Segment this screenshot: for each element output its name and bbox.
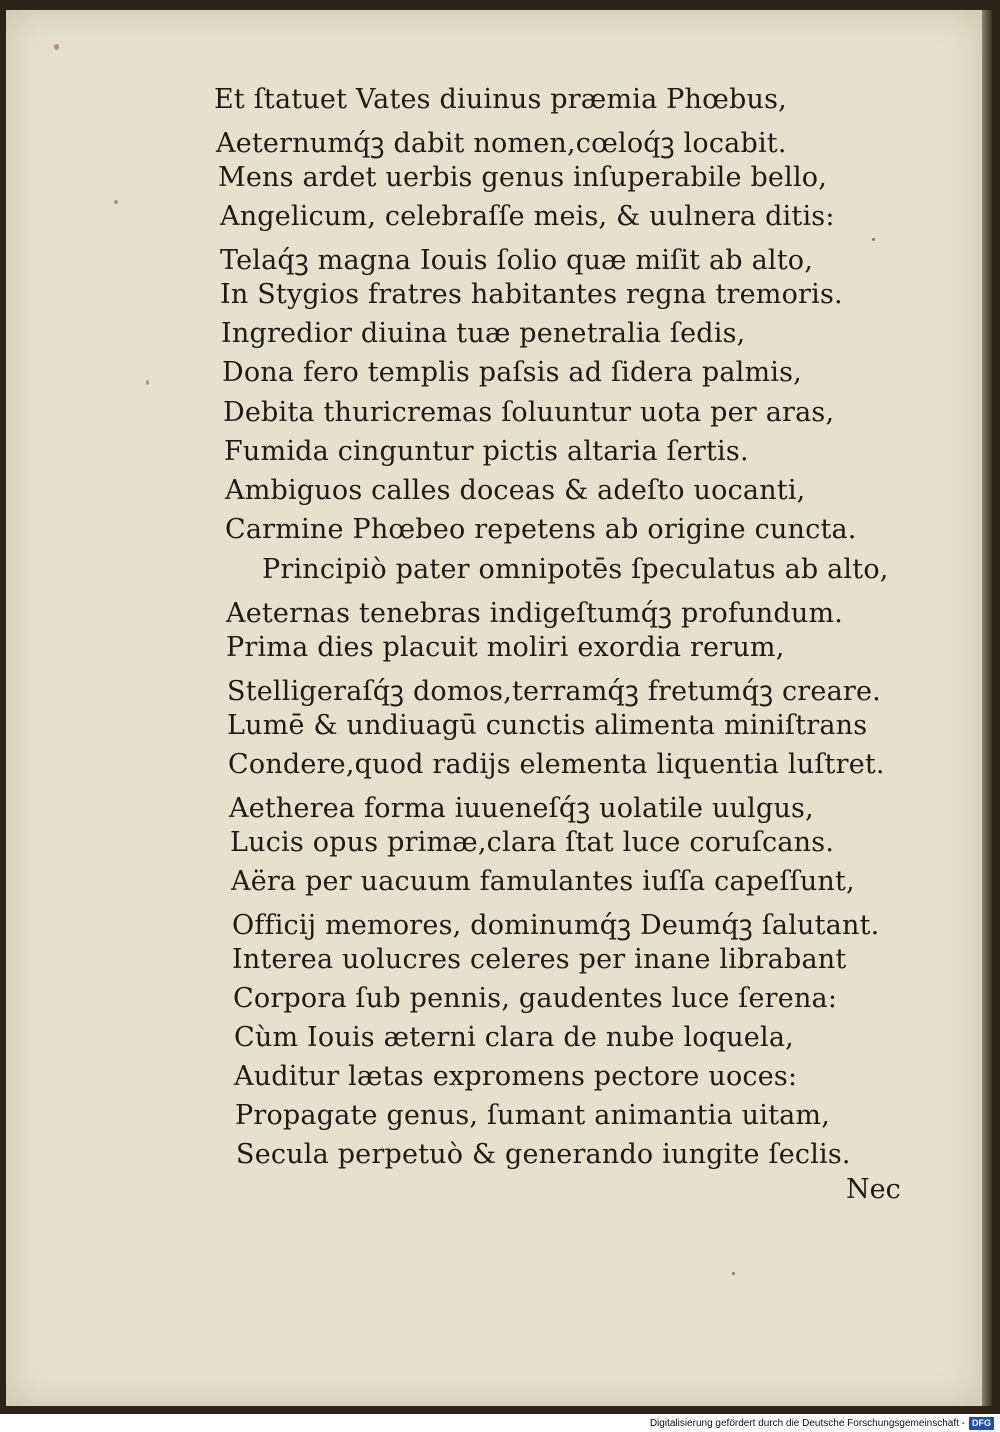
verse-line: Condere,quod radijs elementa liquentia luſtret. (228, 749, 885, 780)
verse-text (6, 10, 982, 1406)
verse-line: Mens ardet uerbis genus inſuperabile bello, (218, 162, 828, 193)
verse-line: Aeternumq́ꝫ dabit nomen,cœloq́ꝫ locabit. (216, 128, 787, 159)
verse-line: Interea uolucres celeres per inane librabant (232, 944, 847, 975)
verse-line: Stelligeraſq́ꝫ domos,terramq́ꝫ fretumq́ꝫ creare. (227, 676, 881, 707)
verse-line: Lucis opus primæ,clara ſtat luce coruſcans. (230, 827, 835, 858)
verse-line: Principiò pater omnipotēs ſpeculatus ab alto, (262, 554, 889, 585)
verse-line: Dona fero templis paſsis ad ſidera palmis, (222, 357, 802, 388)
credit-text: Digitalisierung gefördert durch die Deutsche Forschungsgemeinschaft - (649, 1417, 965, 1429)
verse-line: Lumē & undiuagū cunctis alimenta miniſtrans (227, 710, 868, 741)
verse-line: Fumida cinguntur pictis altaria ſertis. (224, 436, 749, 467)
verse-line: Carmine Phœbeo repetens ab origine cuncta. (225, 514, 857, 545)
verse-line: Prima dies placuit moliri exordia rerum, (226, 632, 785, 663)
book-page (6, 10, 982, 1406)
paper-stain (732, 1272, 735, 1275)
paper-stain (114, 200, 118, 204)
verse-line: Aetherea forma iuueneſq́ꝫ uolatile uulgus, (229, 793, 814, 824)
verse-line: Secula perpetuò & generando iungite ſeclis. (236, 1139, 851, 1170)
verse-line: Cùm Iouis æterni clara de nube loquela, (234, 1022, 794, 1053)
digitization-credit (650, 1416, 994, 1430)
verse-line: In Stygios fratres habitantes regna tremoris. (220, 279, 843, 310)
verse-line: Propagate genus, ſumant animantia uitam, (235, 1100, 830, 1131)
verse-line: Aeternas tenebras indigeſtumq́ꝫ profundum. (226, 598, 844, 629)
verse-line: Corpora ſub pennis, gaudentes luce ſerena: (233, 983, 838, 1014)
page-edge (982, 10, 992, 1406)
verse-line: Angelicum, celebraſſe meis, & uulnera ditis: (220, 201, 835, 232)
paper-stain (872, 238, 875, 241)
paper-stain (54, 44, 59, 50)
verse-line: Telaq́ꝫ magna Iouis ſolio quæ miſit ab alto, (220, 245, 813, 276)
paper-stain (146, 380, 149, 385)
verse-line: Officij memores, dominumq́ꝫ Deumq́ꝫ ſalutant. (232, 910, 880, 941)
verse-line: Auditur lætas expromens pectore uoces: (234, 1061, 798, 1092)
verse-line: Aëra per uacuum famulantes iuſſa capeſſunt, (231, 866, 855, 897)
verse-line: Debita thuricremas ſoluuntur uota per aras, (223, 397, 835, 428)
verse-line: Et ſtatuet Vates diuinus præmia Phœbus, (214, 84, 787, 115)
verse-line: Ambiguos calles doceas & adeſto uocanti, (225, 475, 806, 506)
verse-line: Ingredior diuina tuæ penetralia ſedis, (221, 318, 746, 349)
catchword: Nec (846, 1174, 901, 1205)
dfg-logo-icon: DFG (969, 1417, 994, 1430)
